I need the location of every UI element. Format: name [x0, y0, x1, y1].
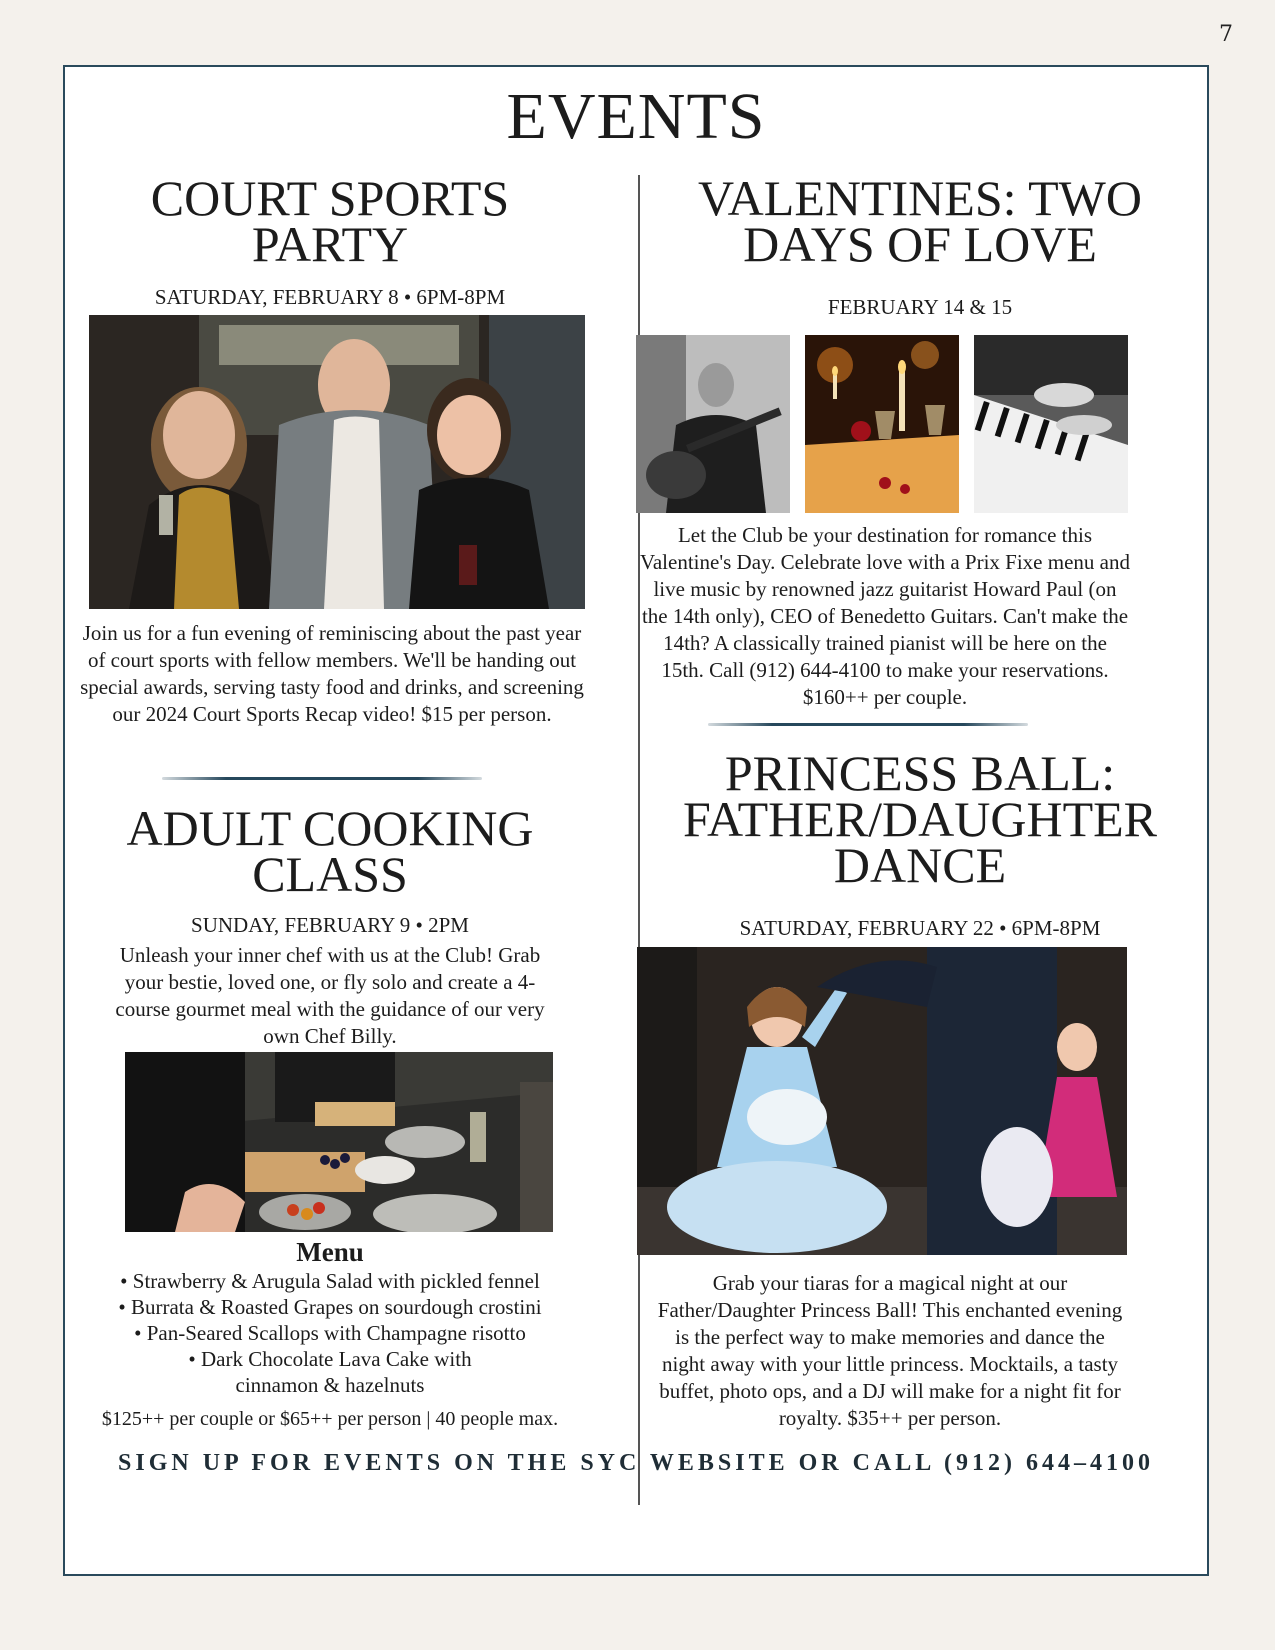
princess-ball-description-block	[655, 1270, 1125, 1432]
cooking-section	[75, 800, 585, 938]
guitarist-photo	[636, 335, 790, 513]
cooking-description: Unleash your inner chef with us at the Club! Grab your bestie, loved one, or fly solo and create a 4-course gourmet meal with the guidance of our very own Chef Billy.	[115, 943, 545, 1048]
menu-item: • Burrata & Roasted Grapes on sourdough crostini	[118, 1295, 542, 1319]
menu-item: • Pan-Seared Scallops with Champagne risotto	[134, 1321, 526, 1345]
valentines-date: FEBRUARY 14 & 15	[827, 295, 1013, 319]
court-sports-section	[75, 170, 585, 310]
events-frame	[63, 65, 1209, 1576]
menu-item: cinnamon & hazelnuts	[235, 1373, 425, 1397]
court-sports-date: SATURDAY, FEBRUARY 8 • 6PM-8PM	[154, 285, 506, 309]
valentines-section	[655, 170, 1185, 320]
menu-list	[75, 1268, 585, 1398]
cooking-date: SUNDAY, FEBRUARY 9 • 2PM	[191, 913, 469, 937]
princess-ball-date: SATURDAY, FEBRUARY 22 • 6PM-8PM	[739, 916, 1101, 940]
piano-photo	[974, 335, 1128, 513]
court-sports-photo	[89, 315, 585, 609]
right-section-rule	[708, 723, 1028, 726]
page-number: 7	[1219, 22, 1233, 47]
candlelit-table-photo	[805, 335, 959, 513]
menu-block	[75, 1237, 585, 1433]
valentines-description: Let the Club be your destination for romance this Valentine's Day. Celebrate love with a Prix Fixe menu and live music by renowned jazz guitarist Howard Paul (on the 14th only), CEO of Benedetto Guitars. Can't make the 14th? A classically trained pianist will be here on the 15th. Call (912) 644-4100 to make your reservations. $160++ per couple.	[640, 523, 1130, 709]
cooking-title: ADULT COOKING CLASS	[126, 800, 534, 902]
page-title: EVENTS	[506, 80, 766, 153]
princess-ball-section	[645, 745, 1195, 941]
princess-ball-photo	[637, 947, 1127, 1255]
menu-item: • Dark Chocolate Lava Cake with	[188, 1347, 472, 1371]
princess-ball-title: PRINCESS BALL: FATHER/DAUGHTER DANCE	[682, 745, 1158, 893]
princess-ball-description: Grab your tiaras for a magical night at our Father/Daughter Princess Ball! This enchanted evening is the perfect way to make memories and dance the night away with your little princess. Mocktails, a tasty buffet, photo ops, and a DJ will make for a night fit for royalty. $35++ per person.	[657, 1271, 1123, 1430]
cooking-price: $125++ per couple or $65++ per person | 40 people max.	[101, 1408, 559, 1430]
cooking-description-block	[100, 942, 560, 1050]
left-section-rule	[162, 777, 482, 780]
court-sports-description: Join us for a fun evening of reminiscing about the past year of court sports with fellow members. We'll be handing out special awards, serving tasty food and drinks, and screening our 2024 Court Sports Recap video! $15 per person.	[80, 621, 584, 726]
valentines-title: VALENTINES: TWO DAYS OF LOVE	[698, 170, 1142, 272]
cooking-class-photo	[125, 1052, 553, 1232]
court-sports-description-block	[79, 620, 585, 728]
menu-heading: Menu	[296, 1237, 364, 1267]
valentines-description-block	[640, 522, 1130, 711]
menu-item: • Strawberry & Arugula Salad with pickled fennel	[120, 1269, 540, 1293]
signup-call-to-action: SIGN UP FOR EVENTS ON THE SYC WEBSITE OR CALL (912) 644–4100	[118, 1450, 1154, 1476]
court-sports-title: COURT SPORTS PARTY	[150, 170, 510, 272]
